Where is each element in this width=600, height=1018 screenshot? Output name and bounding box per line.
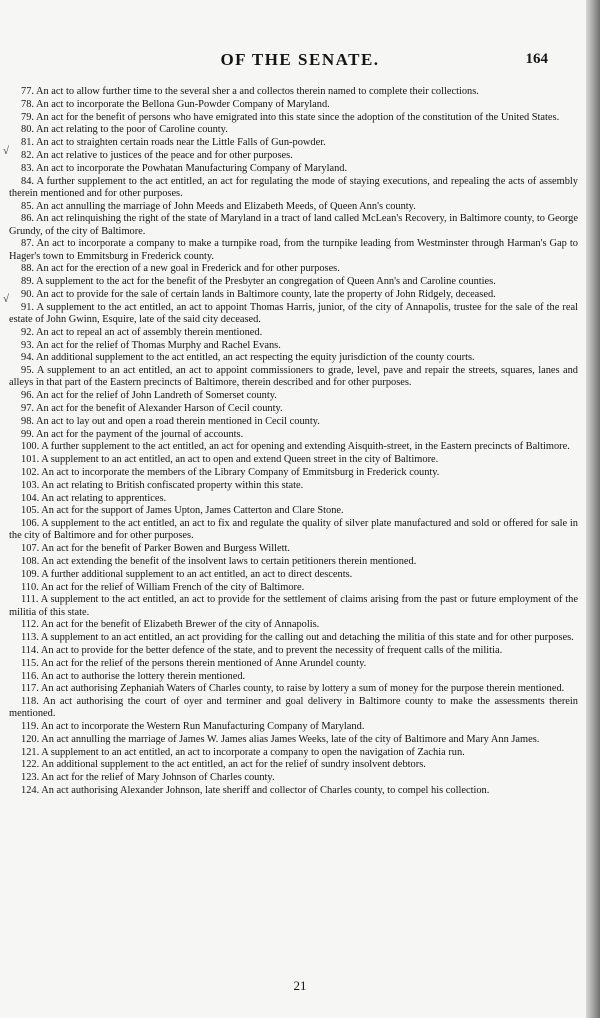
act-entry: 104. An act relating to apprentices. xyxy=(21,492,167,504)
act-entry: 110. An act for the relief of William French of the city of Baltimore. xyxy=(21,581,305,593)
act-entry: 100. A further supplement to the act entitled, an act for opening and extending Aisquith-street, in the Eastern precincts of Baltimore. xyxy=(21,441,570,453)
act-entry: 123. An act for the relief of Mary Johnson of Charles county. xyxy=(21,772,275,784)
act-entry: 89. A supplement to the act for the benefit of the Presbyter an congregation of Queen Ann's and Caroline counties. xyxy=(21,276,496,288)
act-entry: 81. An act to straighten certain roads near the Little Falls of Gun-powder. xyxy=(21,137,326,149)
act-entry: 122. An additional supplement to the act entitled, an act for the relief of sundry insolvent debtors. xyxy=(21,759,426,771)
act-entry: 90. An act to provide for the sale of certain lands in Baltimore county, late the property of John Ridgely, deceased. xyxy=(21,288,496,300)
act-list xyxy=(9,86,578,798)
act-entry: 95. A supplement to an act entitled, an act to appoint commissioners to grade, level, pave and repair the streets, squares, lanes and alleys in that part of the Eastern precincts of Baltimore, therein described and for other purposes. xyxy=(9,365,578,389)
folio-number: 21 xyxy=(293,978,307,993)
act-entry: 96. An act for the relief of John Landreth of Somerset county. xyxy=(21,390,277,402)
act-entry: 77. An act to allow further time to the several sher a and collectos therein named to complete their collections. xyxy=(21,86,479,97)
act-entry: 113. A supplement to an act entitled, an act providing for the calling out and detaching the militia of this state and for other purposes. xyxy=(21,632,574,644)
page-header xyxy=(0,50,600,74)
act-entry: 105. An act for the support of James Upton, James Catterton and Clare Stone. xyxy=(21,505,344,517)
act-entry: 107. An act for the benefit of Parker Bowen and Burgess Willett. xyxy=(21,543,291,555)
act-entry: 94. An additional supplement to the act entitled, an act respecting the equity jurisdiction of the county courts. xyxy=(21,352,475,364)
act-entry: 120. An act annulling the marriage of James W. James alias James Weeks, late of the city of Baltimore and Mary Ann James. xyxy=(21,733,540,745)
act-entry: 78. An act to incorporate the Bellona Gun-Powder Company of Maryland. xyxy=(21,98,330,110)
act-entry: 91. A supplement to the act entitled, an act to appoint Thomas Harris, junior, of the city of Annapolis, trustee for the sale of the real estate of John Gwinn, Esquire, late of the said city deceased. xyxy=(9,301,578,325)
act-entry: 79. An act for the benefit of persons who have emigrated into this state since the adoption of the constitution of the United States. xyxy=(21,111,560,123)
margin-check-mark: √ xyxy=(3,145,10,157)
act-entry: 92. An act to repeal an act of assembly therein mentioned. xyxy=(21,326,263,338)
act-entry: 119. An act to incorporate the Western Run Manufacturing Company of Maryland. xyxy=(21,721,365,733)
act-entry: 85. An act annulling the marriage of John Meeds and Elizabeth Meeds, of Queen Ann's county. xyxy=(21,200,416,212)
act-entry: 84. A further supplement to the act entitled, an act for regulating the mode of staying executions, and repealing the acts of assembly therein mentioned and for other purposes. xyxy=(9,175,578,199)
act-entry: 86. An act relinquishing the right of the state of Maryland in a tract of land called McLean's Recovery, in Baltimore county, to George Grundy, of the city of Baltimore. xyxy=(9,213,578,237)
act-entry: 121. A supplement to an act entitled, an act to incorporate a company to open the navigation of Zachia run. xyxy=(21,746,465,758)
act-entry: 93. An act for the relief of Thomas Murphy and Rachel Evans. xyxy=(21,339,281,351)
page-edge-shadow xyxy=(586,0,600,1018)
act-entry: 102. An act to incorporate the members of the Library Company of Emmitsburg in Frederick county. xyxy=(21,466,440,478)
act-entry: 106. A supplement to the act entitled, an act to fix and regulate the quality of silver plate manufactured and sold or offered for sale in the city of Baltimore and for other purposes. xyxy=(9,518,578,542)
running-title: OF THE SENATE. xyxy=(220,50,380,69)
page-number: 164 xyxy=(525,51,548,67)
act-entry: 97. An act for the benefit of Alexander Harson of Cecil county. xyxy=(21,402,283,414)
act-entry: 117. An act authorising Zephaniah Waters of Charles county, to raise by lottery a sum of money for the purpose therein mentioned. xyxy=(21,683,565,695)
act-entry: 87. An act to incorporate a company to make a turnpike road, from the turnpike leading from Westminster through Harman's Gap to Hager's town to Emmitsburg in Frederick county. xyxy=(9,238,578,262)
act-entry: 116. An act to authorise the lottery therein mentioned. xyxy=(21,670,246,682)
act-entry: 101. A supplement to an act entitled, an act to open and extend Queen street in the city of Baltimore. xyxy=(21,454,439,466)
act-entry: 114. An act to provide for the better defence of the state, and to prevent the necessity of frequent calls of the militia. xyxy=(21,644,503,656)
act-entry: 82. An act relative to justices of the peace and for other purposes. xyxy=(21,149,293,161)
act-entry: 108. An act extending the benefit of the insolvent laws to certain petitioners therein mentioned. xyxy=(21,555,417,567)
act-entry: 98. An act to lay out and open a road therein mentioned in Cecil county. xyxy=(21,415,320,427)
act-entry: 115. An act for the relief of the persons therein mentioned of Anne Arundel county. xyxy=(21,657,367,669)
act-entry: 112. An act for the benefit of Elizabeth Brewer of the city of Annapolis. xyxy=(21,619,320,631)
act-entry: 103. An act relating to British confiscated property within this state. xyxy=(21,479,304,491)
act-entry: 80. An act relating to the poor of Caroline county. xyxy=(21,124,228,136)
act-entry: 88. An act for the erection of a new goal in Frederick and for other purposes. xyxy=(21,263,340,275)
act-entry: 83. An act to incorporate the Powhatan Manufacturing Company of Maryland. xyxy=(21,162,348,174)
act-entry: 99. An act for the payment of the journal of accounts. xyxy=(21,428,244,440)
act-entry: 118. An act authorising the court of oyer and terminer and goal delivery in Baltimore county to make the assessments therein mentioned. xyxy=(9,696,578,720)
act-entry: 111. A supplement to the act entitled, an act to provide for the settlement of claims arising from the past or future employment of the militia of this state. xyxy=(9,594,578,618)
margin-check-mark: √ xyxy=(3,293,10,305)
act-entry: 109. A further additional supplement to an act entitled, an act to direct descents. xyxy=(21,568,353,580)
act-entry: 124. An act authorising Alexander Johnson, late sheriff and collector of Charles county, to compel his collection. xyxy=(21,785,490,797)
